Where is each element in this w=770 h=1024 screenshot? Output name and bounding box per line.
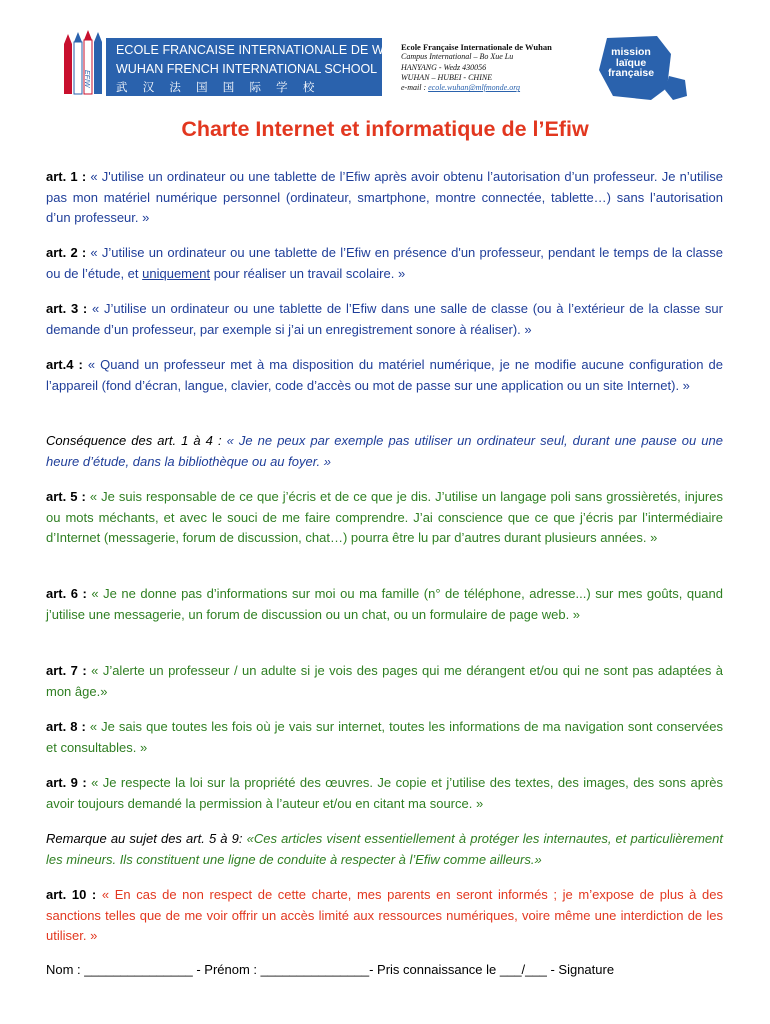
consequence-note [46,431,723,472]
address-campus: Campus International – Bo Xue Lu [401,52,514,62]
underlined-word: uniquement [142,265,211,281]
article-text: « Je sais que toutes les fois où je vais sur internet, toutes les informations de ma navigation sont conservées et consultables. » [46,719,723,755]
article-9 [46,773,723,814]
article-4 [46,355,723,396]
page-title: Charte Internet et informatique de l’Efiw [181,117,589,141]
school-name-french: ECOLE FRANCAISE INTERNATIONALE DE WUHAN [116,43,420,57]
email-link[interactable]: ecole.wuhan@mlfmonde.org [428,83,521,93]
address-district: HANYANG - Wedz 430056 [401,62,487,72]
article-10 [46,885,723,947]
article-text: « Je ne donne pas d’informations sur moi ou ma famille (n° de téléphone, adresse...) sur mes goûts, quand j’utilise une messagerie, un forum de discussion ou un chat, ou un formulaire de page web. » [46,586,723,622]
article-text: « Je suis responsable de ce que j’écris et de ce que je dis. J’utilise un langage poli sans grossièretés, injures ou mots méchants, et avec le souci de me faire comprendre. J’ai conscience que ce que j’écris par l’intermédiaire d’Internet (messagerie, forum de discussion, chat…) pourra être lu par d’autres durant plusieurs années. » [46,489,723,545]
signature-line: Nom : _______________ - Prénom : _______________- Pris connaissance le ___/___ - Signature [46,962,615,977]
remark-note [46,829,723,870]
article-label: art. 2 : [46,245,87,260]
article-3 [46,299,723,340]
article-7 [46,661,723,702]
email-label: e-mail : [401,83,429,93]
article-6 [46,584,723,625]
note-intro: Conséquence des art. 1 à 4 : [46,433,222,448]
address-email-row [401,83,552,93]
article-label: art. 7 : [46,663,87,678]
article-text: « J’alerte un professeur / un adulte si je vois des pages qui me dérangent et/ou qui ne sont pas adaptées à mon âge.» [46,663,723,699]
article-1 [46,167,723,229]
article-label: art.4 : [46,357,83,372]
article-text-end: pour réaliser un travail scolaire. » [210,265,406,281]
address-name: Ecole Française Internationale de Wuhan [401,42,552,52]
note-intro: Remarque au sujet des art. 5 à 9: [46,831,243,846]
note-text: «Ces articles visent essentiellement à protéger les internautes, et particulièrement les mineurs. Ils constituent une ligne de conduite à respecter à l’Efiw comme ailleurs.» [46,831,723,867]
article-label: art. 10 : [46,887,97,902]
article-text: « En cas de non respect de cette charte, mes parents en seront informés ; je m’expose de plus à des sanctions telles que de me voir offrir un accès limité aux ressources numériques, voire même une interdiction de les utiliser. » [46,887,723,943]
school-name-english: WUHAN FRENCH INTERNATIONAL SCHOOL [116,62,378,76]
article-label: art. 8 : [46,719,86,734]
letterhead [0,0,770,110]
pencil-logo-text: EFIW [83,70,90,88]
article-label: art. 1 : [46,169,87,184]
article-label: art. 9 : [46,775,87,790]
article-label: art. 3 : [46,301,88,316]
article-label: art. 5 : [46,489,86,504]
pencils-logo-icon [60,30,106,98]
article-text: « J'utilise un ordinateur ou une tablette de l’Efiw après avoir obtenu l’autorisation d’un professeur. Je n’utilise pas mon matériel numérique personnel (ordinateur, smartphone, montre connectée, tablette…) sans l’autorisation d’un professeur. » [46,169,723,225]
article-text: « Quand un professeur met à ma disposition du matériel numérique, je ne modifie aucune configuration de l’appareil (fond d’écran, langue, clavier, code d’accès ou mot de passe sur une application ou un site Internet). » [46,357,723,393]
article-2 [46,243,723,284]
address-city: WUHAN – HUBEI - CHINE [401,72,493,82]
article-text: « J’utilise un ordinateur ou une tablette de l’Efiw en présence d'un professeur, pendant le temps de la classe ou de l’étude, et [46,245,723,281]
article-5 [46,487,723,549]
school-address [401,42,552,93]
article-8 [46,717,723,758]
article-label: art. 6 : [46,586,87,601]
article-text: « J’utilise un ordinateur ou une tablette de l’Efiw dans une salle de classe (ou à l’extérieur de la classe sur demande d’un professeur, par exemple si j’ai un enregistrement sonore à réaliser). » [46,301,723,337]
article-text: « Je respecte la loi sur la propriété des œuvres. Je copie et j’utilise des textes, des images, des sons après avoir toujours demandé la permission à l’auteur et/ou en citant ma source. » [46,775,724,811]
note-text: « Je ne peux par exemple pas utiliser un ordinateur seul, durant une pause ou une heure d’étude, dans la bibliothèque ou au foyer. » [46,433,723,469]
school-name-chinese: 武 汉 法 国 国 际 学 校 [116,82,321,94]
mlf-logo-text: mission laïque française [607,46,655,79]
